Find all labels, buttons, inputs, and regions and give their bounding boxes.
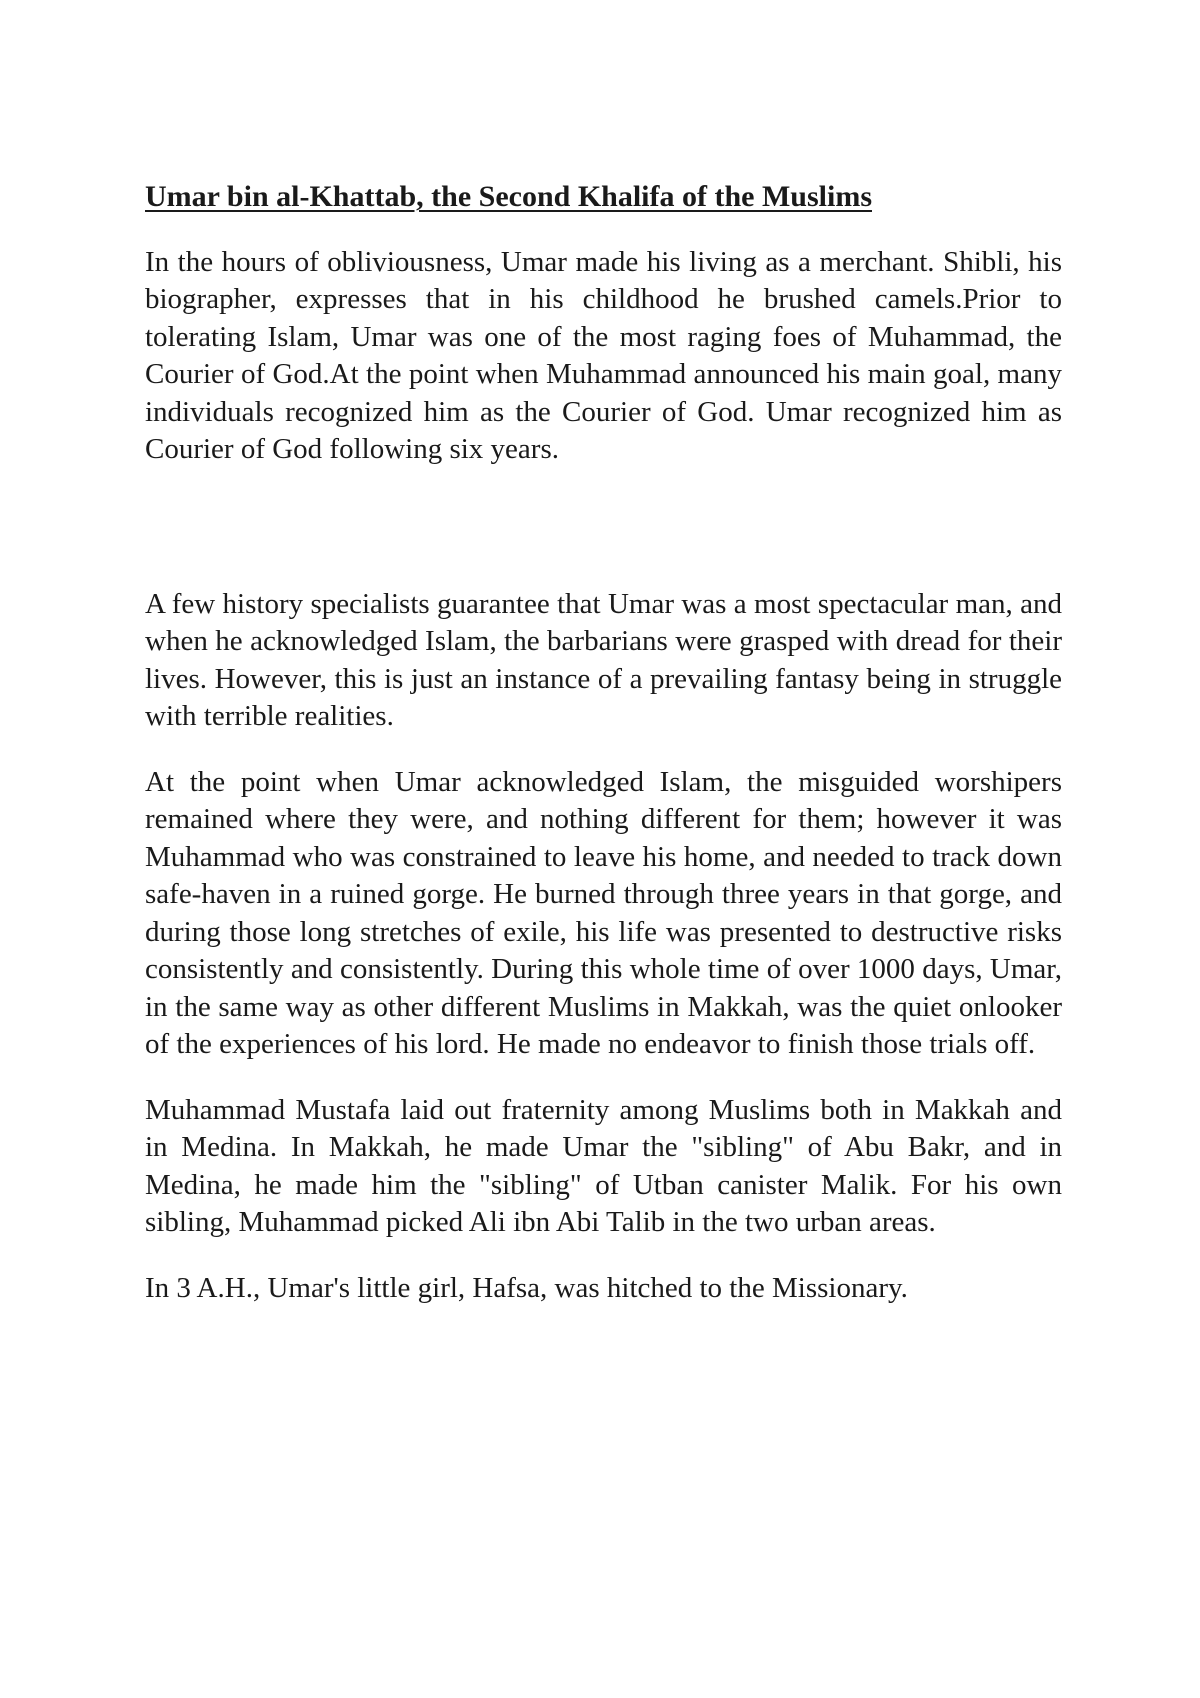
paragraph: In 3 A.H., Umar's little girl, Hafsa, was hitched to the Missionary. <box>145 1271 908 1304</box>
paragraph: Muhammad Mustafa laid out fraternity among Muslims both in Makkah and in Medina. In Makkah, he made Umar the "sibling" of Abu Bakr, and in Medina, he made him the "sibling" of Utban canister Malik. For his own sibling, Muhammad picked Ali ibn Abi Talib in the two urban areas. <box>145 1093 1062 1238</box>
document-title: Umar bin al-Khattab, the Second Khalifa of the Muslims <box>145 180 872 213</box>
paragraph: At the point when Umar acknowledged Islam, the misguided worshipers remained where they were, and nothing different for them; however it was Muhammad who was constrained to leave his home, and needed to track down safe-haven in a ruined gorge. He burned through three years in that gorge, and during those long stretches of exile, his life was presented to destructive risks consistently and consistently. During this whole time of over 1000 days, Umar, in the same way as other different Muslims in Makkah, was the quiet onlooker of the experiences of his lord. He made no endeavor to finish those trials off. <box>145 765 1062 1060</box>
document-body <box>145 178 1062 1335</box>
paragraph: A few history specialists guarantee that Umar was a most spectacular man, and when he acknowledged Islam, the barbarians were grasped with dread for their lives. However, this is just an instance of a prevailing fantasy being in struggle with terrible realities. <box>145 587 1062 732</box>
paragraph: In the hours of obliviousness, Umar made his living as a merchant. Shibli, his biographer, expresses that in his childhood he brushed camels.Prior to tolerating Islam, Umar was one of the most raging foes of Muhammad, the Courier of God.At the point when Muhammad announced his main goal, many individuals recognized him as the Courier of God. Umar recognized him as Courier of God following six years. <box>145 245 1062 465</box>
